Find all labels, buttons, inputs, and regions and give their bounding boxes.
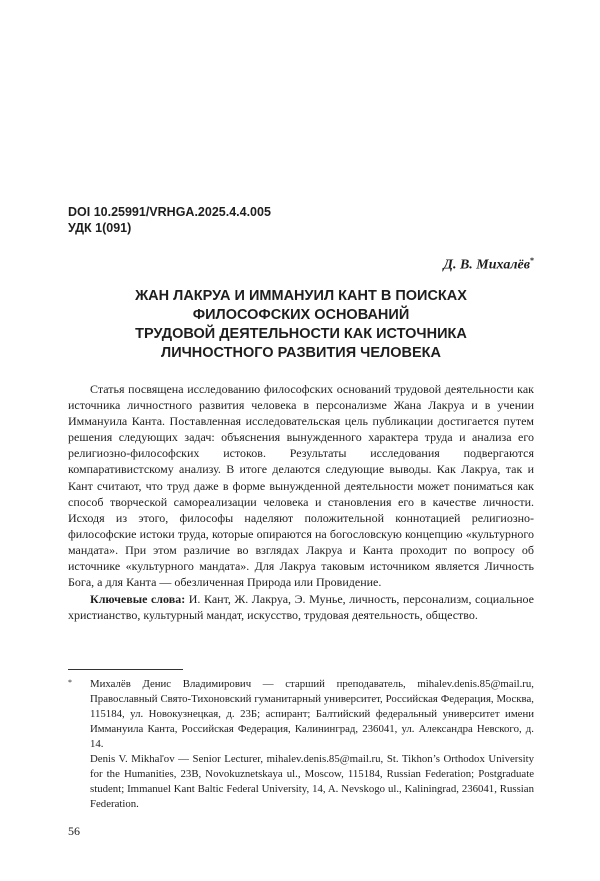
abstract: [68, 381, 534, 623]
title-line: ЖАН ЛАКРУА И ИММАНУИЛ КАНТ В ПОИСКАХ: [68, 287, 534, 306]
author: [443, 256, 534, 274]
udk: УДК 1(091): [68, 221, 271, 237]
title-line: ЛИЧНОСТНОГО РАЗВИТИЯ ЧЕЛОВЕКА: [68, 344, 534, 363]
author-footnote-mark: *: [530, 256, 534, 265]
paper-page: [0, 0, 600, 881]
footnote-ru: Михалёв Денис Владимирович — старший преподаватель, mihalev.denis.85@mail.ru, Православный Свято-Тихоновский гуманитарный университет, Российская Федерация, Москва, 115184, ул. Новокузнецкая, д. 23Б; аспирант; Балтийский федеральный университет имени Иммануила Канта, Российская Федерация, Калининград, 236041, ул. Александра Невского, д. 14.: [90, 677, 534, 752]
keywords: [68, 591, 534, 623]
page-number: 56: [68, 824, 80, 839]
footnote: [68, 677, 534, 812]
footnote-mark: *: [68, 675, 72, 690]
keywords-list: И. Кант, Ж. Лакруа, Э. Мунье, личность, персонализм, социальное христианство, культурный мандат, искусство, трудовая деятельность, общество.: [68, 592, 534, 622]
article-title: [68, 287, 534, 363]
title-line: ФИЛОСОФСКИХ ОСНОВАНИЙ: [68, 306, 534, 325]
abstract-text: Статья посвящена исследованию философских оснований трудовой деятельности как источника личностного развития человека в персонализме Жана Лакруа и в учении Иммануила Канта. Поставленная исследовательская цель публикации достигается путем решения следующих задач: объяснения вынужденного характера труда и анализа его религиозно-философских истоков. Результаты исследования подвергаются компаративистскому анализу. В итоге делаются следующие выводы. Как Лакруа, так и Кант считают, что труд даже в форме вынужденной деятельности может пониматься как способ творческой самореализации человека и становления его в качестве личности. Исходя из этого, философы наделяют положительной коннотацией религиозно-философские истоки труда, которые опираются на богословскую концепцию «культурного мандата». При этом различие во взглядах Лакруа и Канта проходит по вопросу об источнике «культурного мандата». Для Лакруа таковым источником является Личность Бога, а для Канта — обезличенная Природа или Провидение.: [68, 381, 534, 590]
article-metadata: [68, 205, 271, 236]
author-name: Д. В. Михалёв: [443, 258, 530, 273]
title-line: ТРУДОВОЙ ДЕЯТЕЛЬНОСТИ КАК ИСТОЧНИКА: [68, 325, 534, 344]
keywords-label: Ключевые слова:: [90, 592, 185, 606]
footnote-divider: [68, 669, 183, 670]
footnote-en: Denis V. Mikhaľov — Senior Lecturer, mihalev.denis.85@mail.ru, St. Tikhon’s Orthodox University for the Humanities, 23B, Novokuznetskaya ul., Moscow, 115184, Russian Federation; Postgraduate student; Immanuel Kant Baltic Federal University, 14, A. Nevskogo ul., Kaliningrad, 236041, Russian Federation.: [90, 752, 534, 812]
doi: DOI 10.25991/VRHGA.2025.4.4.005: [68, 205, 271, 221]
